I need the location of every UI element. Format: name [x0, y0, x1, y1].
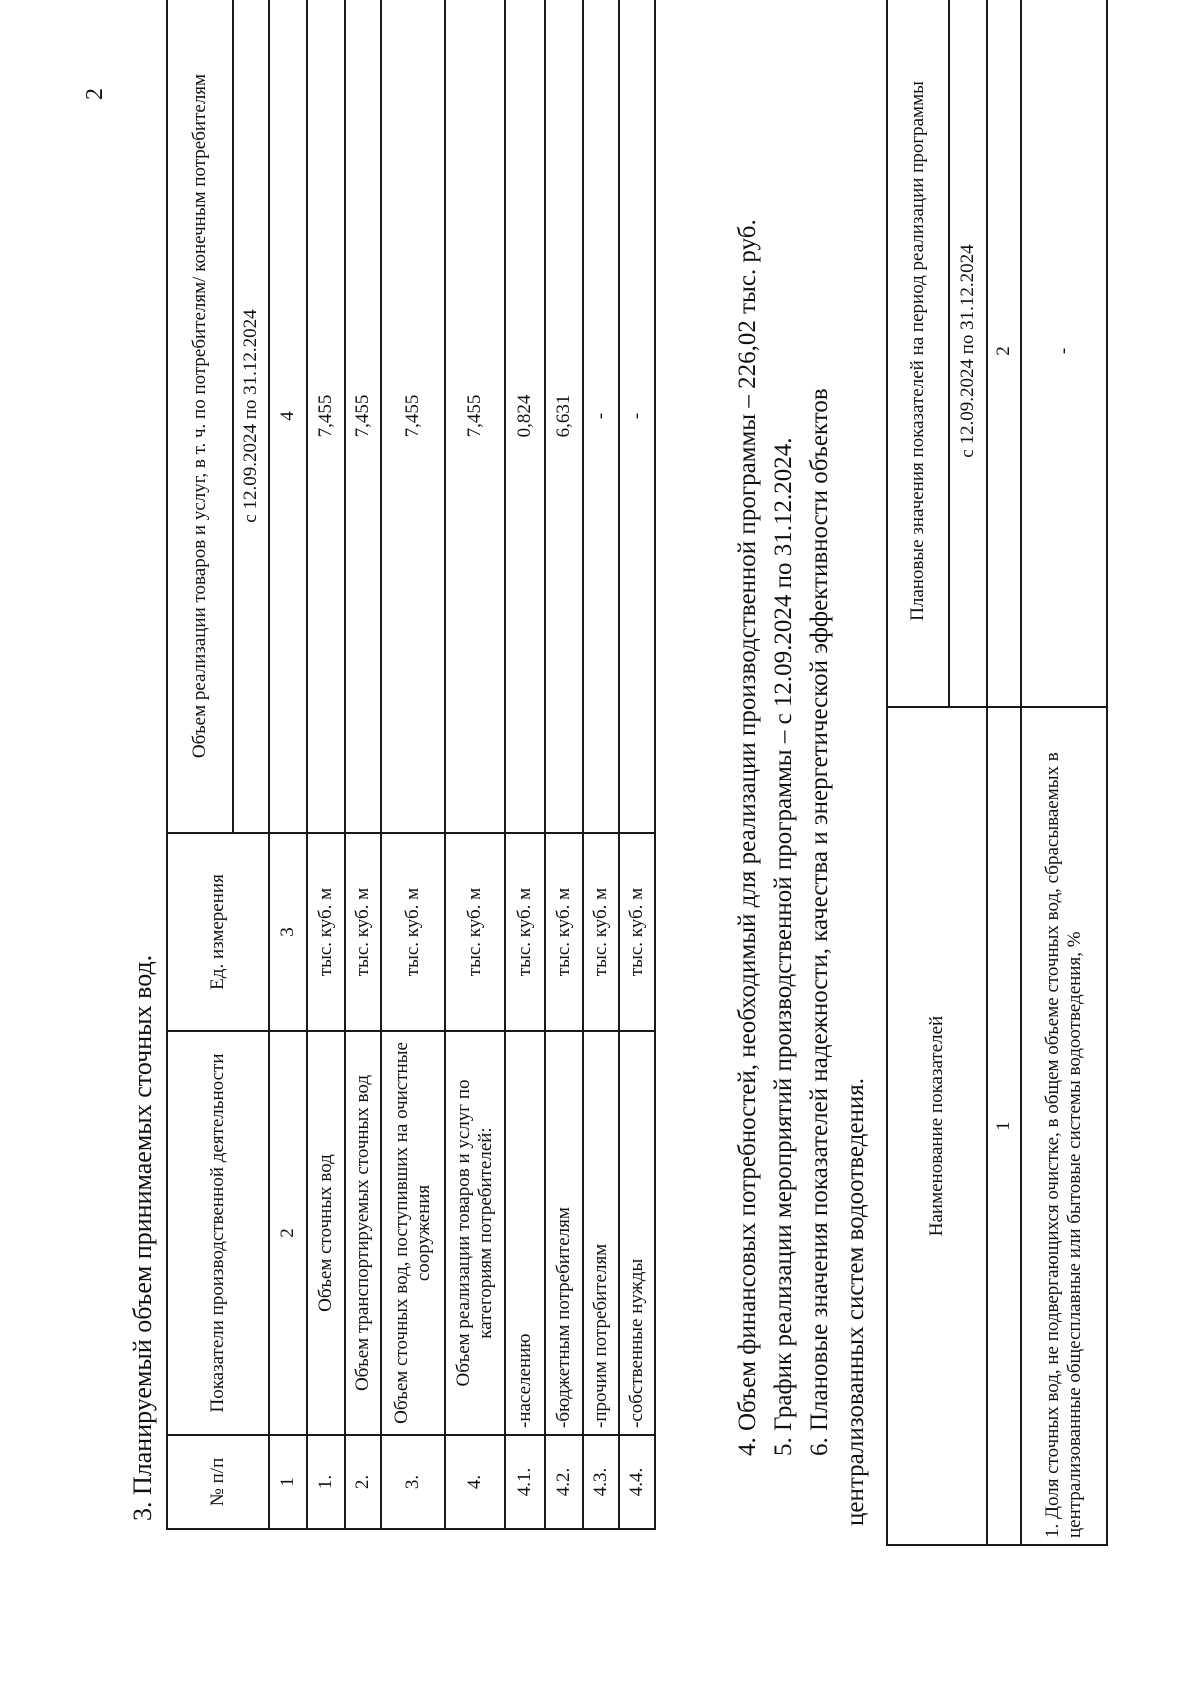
row-name: -населению	[505, 1031, 545, 1435]
table-row	[583, 0, 619, 1529]
row-name: Объем реализации товаров и услуг по категориям потребителей:	[445, 1031, 505, 1435]
row-value: -	[1021, 0, 1107, 707]
row-value: -	[619, 0, 655, 833]
row-value: 7,455	[445, 0, 505, 833]
row-unit: тыс. куб. м	[505, 833, 545, 1031]
row-value: 0,824	[505, 0, 545, 833]
column-number-row	[987, 0, 1021, 1545]
table-row	[381, 0, 445, 1529]
column-number: 2	[269, 1031, 307, 1435]
table-row	[619, 0, 655, 1529]
row-num: 4.2.	[545, 1435, 583, 1529]
row-unit: тыс. куб. м	[307, 833, 345, 1031]
indicators-paragraph-continuation: централизованных систем водоотведения.	[842, 1078, 869, 1526]
row-name: 1. Доля сточных вод, не подвергающихся очистке, в общем объеме сточных вод, сбрасываемых в централизованные общесплавные или бытовые системы водоотведения, %	[1021, 707, 1107, 1545]
row-unit: тыс. куб. м	[619, 833, 655, 1031]
row-unit: тыс. куб. м	[445, 833, 505, 1031]
column-number: 1	[269, 1435, 307, 1529]
row-num: 4.1.	[505, 1435, 545, 1529]
column-number: 1	[987, 707, 1021, 1545]
row-name: Объем сточных вод	[307, 1031, 345, 1435]
table-row	[545, 0, 583, 1529]
row-num: 1.	[307, 1435, 345, 1529]
table-row	[445, 0, 505, 1529]
row-name: Объем сточных вод, поступивших на очистные сооружения	[381, 1031, 445, 1435]
header-volume: Объем реализации товаров и услуг, в т. ч. по потребителям/ конечным потребителям	[167, 0, 233, 833]
row-name: -бюджетным потребителям	[545, 1031, 583, 1435]
row-num: 3.	[381, 1435, 445, 1529]
row-unit: тыс. куб. м	[345, 833, 381, 1031]
row-num: 4.4.	[619, 1435, 655, 1529]
row-unit: тыс. куб. м	[583, 833, 619, 1031]
table-header-row	[887, 0, 949, 1545]
table-row	[307, 0, 345, 1529]
header-plan-values: Плановые значения показателей на период реализации программы	[887, 0, 949, 707]
column-number: 2	[987, 0, 1021, 707]
row-num: 4.	[445, 1435, 505, 1529]
row-name: -прочим потребителям	[583, 1031, 619, 1435]
header-indicator-name: Наименование показателей	[887, 707, 987, 1545]
header-num: № п/п	[167, 1435, 269, 1529]
reliability-indicators-table	[886, 0, 1108, 1546]
row-unit: тыс. куб. м	[545, 833, 583, 1031]
header-period: с 12.09.2024 по 31.12.2024	[233, 0, 269, 833]
section-title: 3. Планируемый объем принимаемых сточных вод.	[128, 954, 157, 1521]
column-number: 4	[269, 0, 307, 833]
row-num: 4.3.	[583, 1435, 619, 1529]
wastewater-volume-table	[166, 0, 656, 1530]
row-value: 7,455	[381, 0, 445, 833]
financial-needs-paragraph: 4. Объем финансовых потребностей, необходимый для реализации производственной программы – 226,02 тыс. руб.	[734, 219, 761, 1456]
page-number: 2	[82, 88, 108, 100]
row-value: 7,455	[307, 0, 345, 833]
row-name: -собственные нужды	[619, 1031, 655, 1435]
header-unit: Ед. измерения	[167, 833, 269, 1031]
column-number-row	[269, 0, 307, 1529]
row-value: 7,455	[345, 0, 381, 833]
indicators-paragraph: 6. Плановые значения показателей надежности, качества и энергетической эффективности объектов	[806, 388, 833, 1456]
row-value: 6,631	[545, 0, 583, 833]
table-row	[1021, 0, 1107, 1545]
table-row	[345, 0, 381, 1529]
column-number: 3	[269, 833, 307, 1031]
table-row	[505, 0, 545, 1529]
row-name: Объем транспортируемых сточных вод	[345, 1031, 381, 1435]
header-period: с 12.09.2024 по 31.12.2024	[949, 0, 987, 707]
header-indicator: Показатели производственной деятельности	[167, 1031, 269, 1435]
row-unit: тыс. куб. м	[381, 833, 445, 1031]
schedule-paragraph: 5. График реализации мероприятий производственной программы – с 12.09.2024 по 31.12.2024.	[770, 437, 797, 1456]
row-num: 2.	[345, 1435, 381, 1529]
table-header-row	[167, 0, 233, 1529]
row-value: -	[583, 0, 619, 833]
